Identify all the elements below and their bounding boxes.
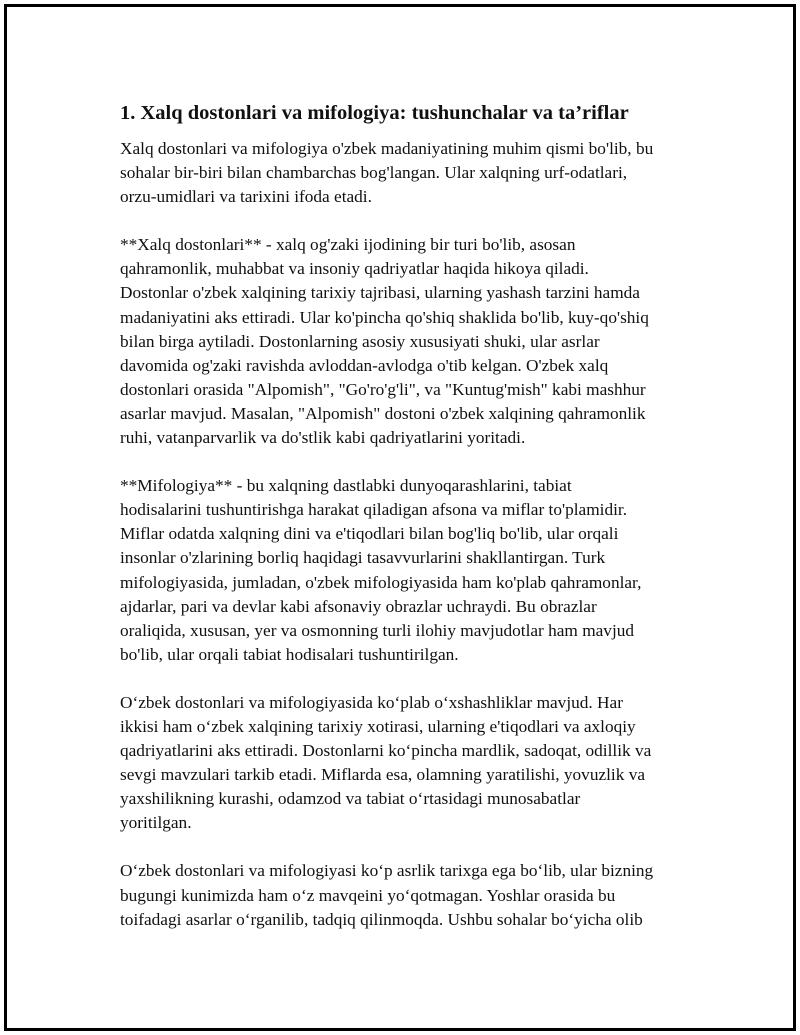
text-line: O‘zbek dostonlari va mifologiyasida ko‘plab o‘xshashliklar mavjud. Har xyxy=(120,692,623,712)
text-line: bo'lib, ular orqali tabiat hodisalari tushuntirilgan. xyxy=(120,644,459,664)
text-line: Xalq dostonlari va mifologiya o'zbek madaniyatining muhim qismi bo'lib, bu xyxy=(120,139,654,158)
paragraph-mifologiya xyxy=(120,474,710,667)
text-line: ruhi, vatanparvarlik va do'stlik kabi qadriyatlarini yoritadi. xyxy=(120,428,526,448)
text-line: yoritilgan. xyxy=(120,813,192,833)
text-line: bugungi kunimizda ham o‘z mavqeini yo‘qotmagan. Yoshlar orasida bu xyxy=(120,885,616,905)
document-body xyxy=(120,99,710,956)
text-line: **Xalq dostonlari** - xalq og'zaki ijodining bir turi bo'lib, asosan xyxy=(120,235,576,255)
text-line: davomida og'zaki ravishda avloddan-avlodga o'tib kelgan. O'zbek xalq xyxy=(120,355,609,375)
text-line: ikkisi ham o‘zbek xalqining tarixiy xotirasi, ularning e'tiqodlari va axloqiy xyxy=(120,716,636,736)
section-heading: 1. Xalq dostonlari va mifologiya: tushunchalar va ta’riflar xyxy=(120,102,629,124)
text-line: ajdarlar, pari va devlar kabi afsonaviy obrazlar uchraydi. Bu obrazlar xyxy=(120,596,597,616)
text-line: insonlar o'zlarining borliq haqidagi tasavvurlarini shakllantirgan. Turk xyxy=(120,548,606,568)
paragraph-tarix xyxy=(120,859,710,931)
text-line: sevgi mavzulari tarkib etadi. Miflarda esa, olamning yaratilishi, yovuzlik va xyxy=(120,765,646,785)
text-line: dostonlari orasida "Alpomish", "Go'ro'g'li", va "Kuntug'mish" kabi mashhur xyxy=(120,379,646,399)
text-line: **Mifologiya** - bu xalqning dastlabki dunyoqarashlarini, tabiat xyxy=(120,476,572,496)
text-line: toifadagi asarlar o‘rganilib, tadqiq qilinmoqda. Ushbu sohalar bo‘yicha olib xyxy=(120,909,643,929)
text-line: sohalar bir-biri bilan chambarchas bog'langan. Ular xalqning urf-odatlari, xyxy=(120,163,628,183)
text-line: Miflar odatda xalqning dini va e'tiqodlari bilan bog'liq bo'lib, ular orqali xyxy=(120,524,619,544)
text-line: hodisalarini tushuntirishga harakat qiladigan afsona va miflar to'plamidir. xyxy=(120,500,628,520)
paragraph-xalq-dostonlari xyxy=(120,233,710,450)
text-line: orzu-umidlari va tarixini ifoda etadi. xyxy=(120,187,372,207)
text-line: Dostonlar o'zbek xalqining tarixiy tajribasi, ularning yashash tarzini hamda xyxy=(120,283,640,303)
text-line: madaniyatini aks ettiradi. Ular ko'pincha qo'shiq shaklida bo'lib, kuy-qo'shiq xyxy=(120,307,649,327)
text-line: bilan birga aytiladi. Dostonlarning asosiy xususiyati shuki, ular asrlar xyxy=(120,331,600,351)
paragraph-oxshashliklar xyxy=(120,691,710,836)
page-frame xyxy=(4,4,796,1031)
text-line: oraliqida, xususan, yer va osmonning turli ilohiy mavjudotlar ham mavjud xyxy=(120,620,635,640)
text-line: mifologiyasida, jumladan, o'zbek mifologiyasida ham ko'plab qahramonlar, xyxy=(120,572,642,592)
text-line: yaxshilikning kurashi, odamzod va tabiat o‘rtasidagi munosabatlar xyxy=(120,789,581,809)
text-line: qahramonlik, muhabbat va insoniy qadriyatlar haqida hikoya qiladi. xyxy=(120,259,589,279)
text-line: qadriyatlarini aks ettiradi. Dostonlarni ko‘pincha mardlik, sadoqat, odillik va xyxy=(120,741,652,761)
text-line: asarlar mavjud. Masalan, "Alpomish" dostoni o'zbek xalqining qahramonlik xyxy=(120,403,646,423)
paragraph-intro xyxy=(120,137,710,209)
text-line: O‘zbek dostonlari va mifologiyasi ko‘p asrlik tarixga ega bo‘lib, ular bizning xyxy=(120,861,654,881)
